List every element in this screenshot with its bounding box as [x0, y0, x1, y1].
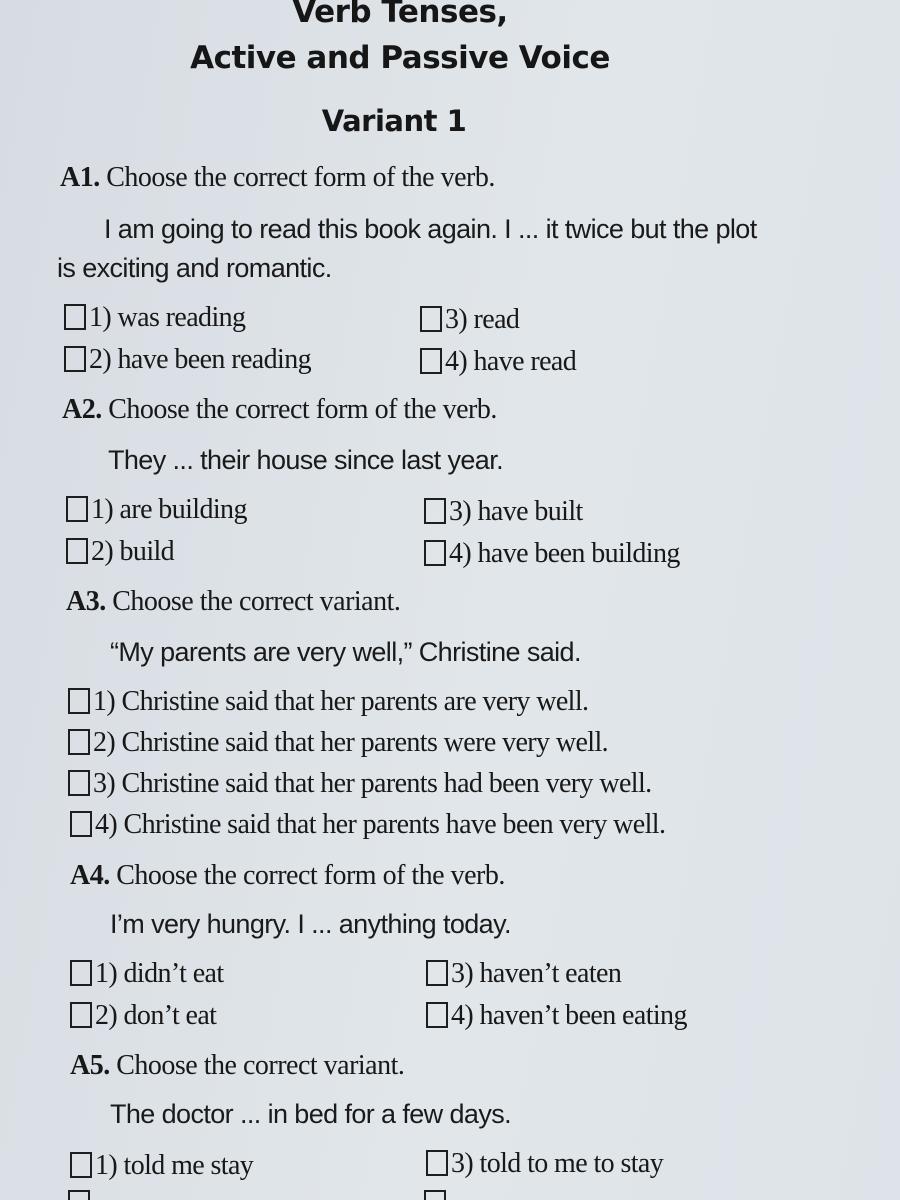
question-a3-heading — [66, 586, 400, 618]
question-a3-option-4[interactable]: 4) Christine said that her parents have been very well. — [70, 809, 665, 841]
checkbox[interactable] — [420, 306, 442, 332]
checkbox[interactable] — [68, 688, 90, 714]
question-number: A4. — [70, 860, 110, 891]
question-a4-prompt: I’m very hungry. I ... anything today. — [110, 909, 511, 939]
checkbox[interactable] — [68, 770, 90, 796]
question-a1-prompt-line1: I am going to read this book again. I ... it twice but the plot — [104, 214, 757, 244]
question-instruction: Choose the correct variant. — [112, 586, 401, 617]
question-number: A1. — [60, 162, 100, 193]
question-instruction: Choose the correct form of the verb. — [116, 860, 505, 891]
question-a5-option-3[interactable]: 3) told to me to stay — [426, 1148, 663, 1180]
checkbox[interactable] — [66, 538, 88, 564]
question-number: A2. — [62, 394, 102, 425]
checkbox[interactable] — [426, 1002, 448, 1028]
checkbox[interactable] — [70, 1152, 92, 1178]
checkbox[interactable] — [426, 960, 448, 986]
question-a3-option-1[interactable]: 1) Christine said that her parents are very well. — [68, 686, 588, 718]
question-a1-option-2[interactable]: 2) have been reading — [64, 344, 311, 376]
question-a5-prompt: The doctor ... in bed for a few days. — [110, 1099, 512, 1129]
question-a4-heading — [70, 860, 505, 892]
question-a3-prompt: “My parents are very well,” Christine said. — [110, 637, 581, 667]
question-a1-heading — [60, 162, 495, 194]
question-instruction: Choose the correct variant. — [116, 1050, 405, 1081]
question-a2-prompt: They ... their house since last year. — [108, 445, 504, 475]
checkbox[interactable] — [424, 498, 446, 524]
question-a2-heading — [62, 394, 497, 426]
question-a2-option-2[interactable]: 2) build — [66, 536, 174, 568]
checkbox[interactable] — [64, 346, 86, 372]
checkbox[interactable] — [70, 811, 92, 837]
question-a1-option-3[interactable]: 3) read — [420, 304, 519, 336]
title-line-1: Verb Tenses, — [292, 0, 508, 30]
checkbox[interactable] — [64, 304, 86, 330]
question-a4-option-3[interactable]: 3) haven’t eaten — [426, 958, 621, 990]
question-a2-option-1[interactable]: 1) are building — [66, 494, 247, 526]
checkbox[interactable] — [68, 729, 90, 755]
question-a2-option-4[interactable]: 4) have been building — [424, 538, 680, 570]
question-a5-heading — [70, 1050, 404, 1082]
question-a4-option-1[interactable]: 1) didn’t eat — [70, 958, 224, 990]
checkbox[interactable] — [70, 1002, 92, 1028]
question-number: A3. — [66, 586, 106, 617]
checkbox[interactable] — [420, 348, 442, 374]
question-number: A5. — [70, 1050, 110, 1081]
title-line-2: Active and Passive Voice — [190, 40, 610, 76]
checkbox[interactable] — [68, 1190, 90, 1200]
checkbox[interactable] — [66, 496, 88, 522]
question-a4-option-2[interactable]: 2) don’t eat — [70, 1000, 216, 1032]
question-a4-option-4[interactable]: 4) haven’t been eating — [426, 1000, 687, 1032]
question-a1-option-1[interactable]: 1) was reading — [64, 302, 245, 334]
question-instruction: Choose the correct form of the verb. — [108, 394, 497, 425]
question-a1-option-4[interactable]: 4) have read — [420, 346, 576, 378]
checkbox[interactable] — [426, 1150, 448, 1176]
question-a3-option-2[interactable]: 2) Christine said that her parents were very well. — [68, 727, 608, 759]
question-a5-option-1[interactable]: 1) told me stay — [70, 1150, 253, 1182]
checkbox[interactable] — [424, 1190, 446, 1200]
question-a2-option-3[interactable]: 3) have built — [424, 496, 583, 528]
question-instruction: Choose the correct form of the verb. — [106, 162, 495, 193]
checkbox[interactable] — [70, 960, 92, 986]
question-a3-option-3[interactable]: 3) Christine said that her parents had been very well. — [68, 768, 652, 800]
checkbox[interactable] — [424, 540, 446, 566]
variant-heading: Variant 1 — [321, 104, 467, 138]
question-a1-prompt-line2: is exciting and romantic. — [57, 253, 332, 283]
